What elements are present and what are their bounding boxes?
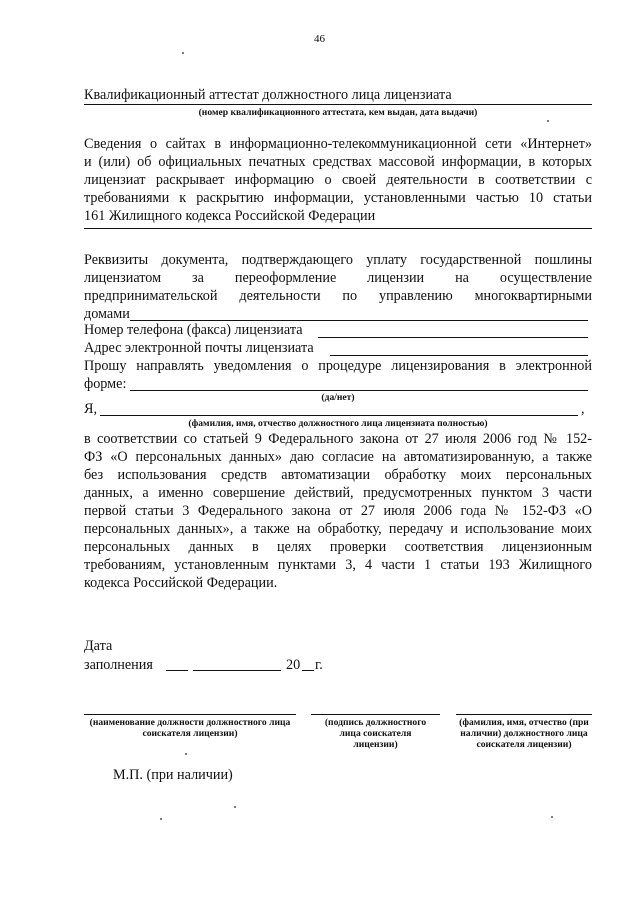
consent-line: персональных данных в целях проверки соответствия лицензионным [84,539,592,555]
consent-line: без использования средств автоматизации обработку моих персональных [84,467,592,483]
signature-caption [311,717,440,750]
notify-caption: (да/нет) [321,392,355,403]
consent-line: кодекса Российской Федерации. [84,575,278,591]
websites-line: требованиями к раскрытию информации, установленными частью 10 статьи [84,190,592,206]
name-caption-line: наличии) должностного лица [460,728,588,739]
duty-line: домами [84,306,130,322]
name-line[interactable] [456,714,592,715]
duty-paragraph [84,251,592,323]
consent-caption: (фамилия, имя, отчество должностного лица лицензиата полностью) [188,418,488,429]
scan-speck [551,816,553,818]
date-day-line[interactable] [166,670,188,671]
certificate-caption: (номер квалификационного аттестата, кем выдан, дата выдачи) [198,107,478,118]
position-caption-line: соискателя лицензии) [142,728,238,739]
notify-line2: форме: [84,376,127,392]
scan-speck [234,806,236,808]
date-year-line[interactable] [302,670,314,671]
name-caption [456,717,592,750]
consent-line: ФЗ «О персональных данных» даю согласие на автоматизированную, а также [84,449,592,465]
websites-paragraph [84,135,592,225]
scan-speck [182,52,184,54]
date-year-prefix: 20 [286,657,301,673]
notify-line1: Прошу направлять уведомления о процедуре лицензирования в электронной [84,358,592,374]
websites-line: лицензиат раскрывает информацию о своей деятельности в соответствии с [84,172,592,188]
name-caption-line: (фамилия, имя, отчество (при [459,717,589,728]
scan-speck [185,753,187,755]
email-input-line[interactable] [330,355,588,356]
certificate-line[interactable] [84,104,592,105]
signature-caption-line: лица соискателя [339,728,412,739]
position-caption-line: (наименование должности должностного лица [89,717,291,728]
scan-speck [160,818,162,820]
consent-comma: , [581,401,585,417]
signature-line[interactable] [311,714,440,715]
name-caption-line: соискателя лицензии) [476,739,572,750]
websites-line: и (или) об официальных печатных средствах массовой информации, в которых [84,154,592,170]
consent-line: требованиям, установленным пунктами 3, 4 части 1 статьи 193 Жилищного [84,557,592,573]
consent-name-line[interactable] [100,415,578,416]
consent-paragraph [84,430,592,592]
consent-line: в соответствии со статьей 9 Федерального закона от 27 июля 2006 год № 152- [84,431,592,447]
position-caption [84,717,296,739]
stamp-label: М.П. (при наличии) [113,767,233,783]
email-label: Адрес электронной почты лицензиата [84,340,314,356]
position-line[interactable] [84,714,296,715]
phone-input-line[interactable] [318,337,588,338]
page-number: 46 [314,33,325,45]
date-month-line[interactable] [193,670,281,671]
consent-line: первой статьи 3 Федерального закона от 27 июля 2006 года № 152-ФЗ «О [84,503,592,519]
websites-line: Сведения о сайтах в информационно-телекоммуникационной сети «Интернет» [84,136,592,152]
scan-speck [547,120,549,122]
certificate-title: Квалификационный аттестат должностного лица лицензиата [84,87,452,103]
date-year-suffix: г. [315,657,323,673]
duty-line: предпринимательской деятельности по управлению многоквартирными [84,288,592,304]
notify-input-line[interactable] [130,390,588,391]
date-label: Дата [84,638,113,654]
duty-line: лицензиатом за переоформление лицензии на осуществление [84,270,592,286]
duty-line: Реквизиты документа, подтверждающего уплату государственной пошлины [84,252,592,268]
consent-line: данных, а именно совершение действий, предусмотренных пунктом 3 части [84,485,592,501]
consent-ya: Я, [84,401,98,417]
phone-label: Номер телефона (факса) лицензиата [84,322,303,338]
signature-caption-line: лицензии) [353,739,398,750]
date-label-filling: заполнения [84,657,153,673]
websites-line: 161 Жилищного кодекса Российской Федерации [84,208,376,224]
websites-line-input[interactable] [84,228,592,229]
consent-line: персональных данных», а также на обработку, передачу и использование моих [84,521,592,537]
signature-caption-line: (подпись должностного [324,717,427,728]
